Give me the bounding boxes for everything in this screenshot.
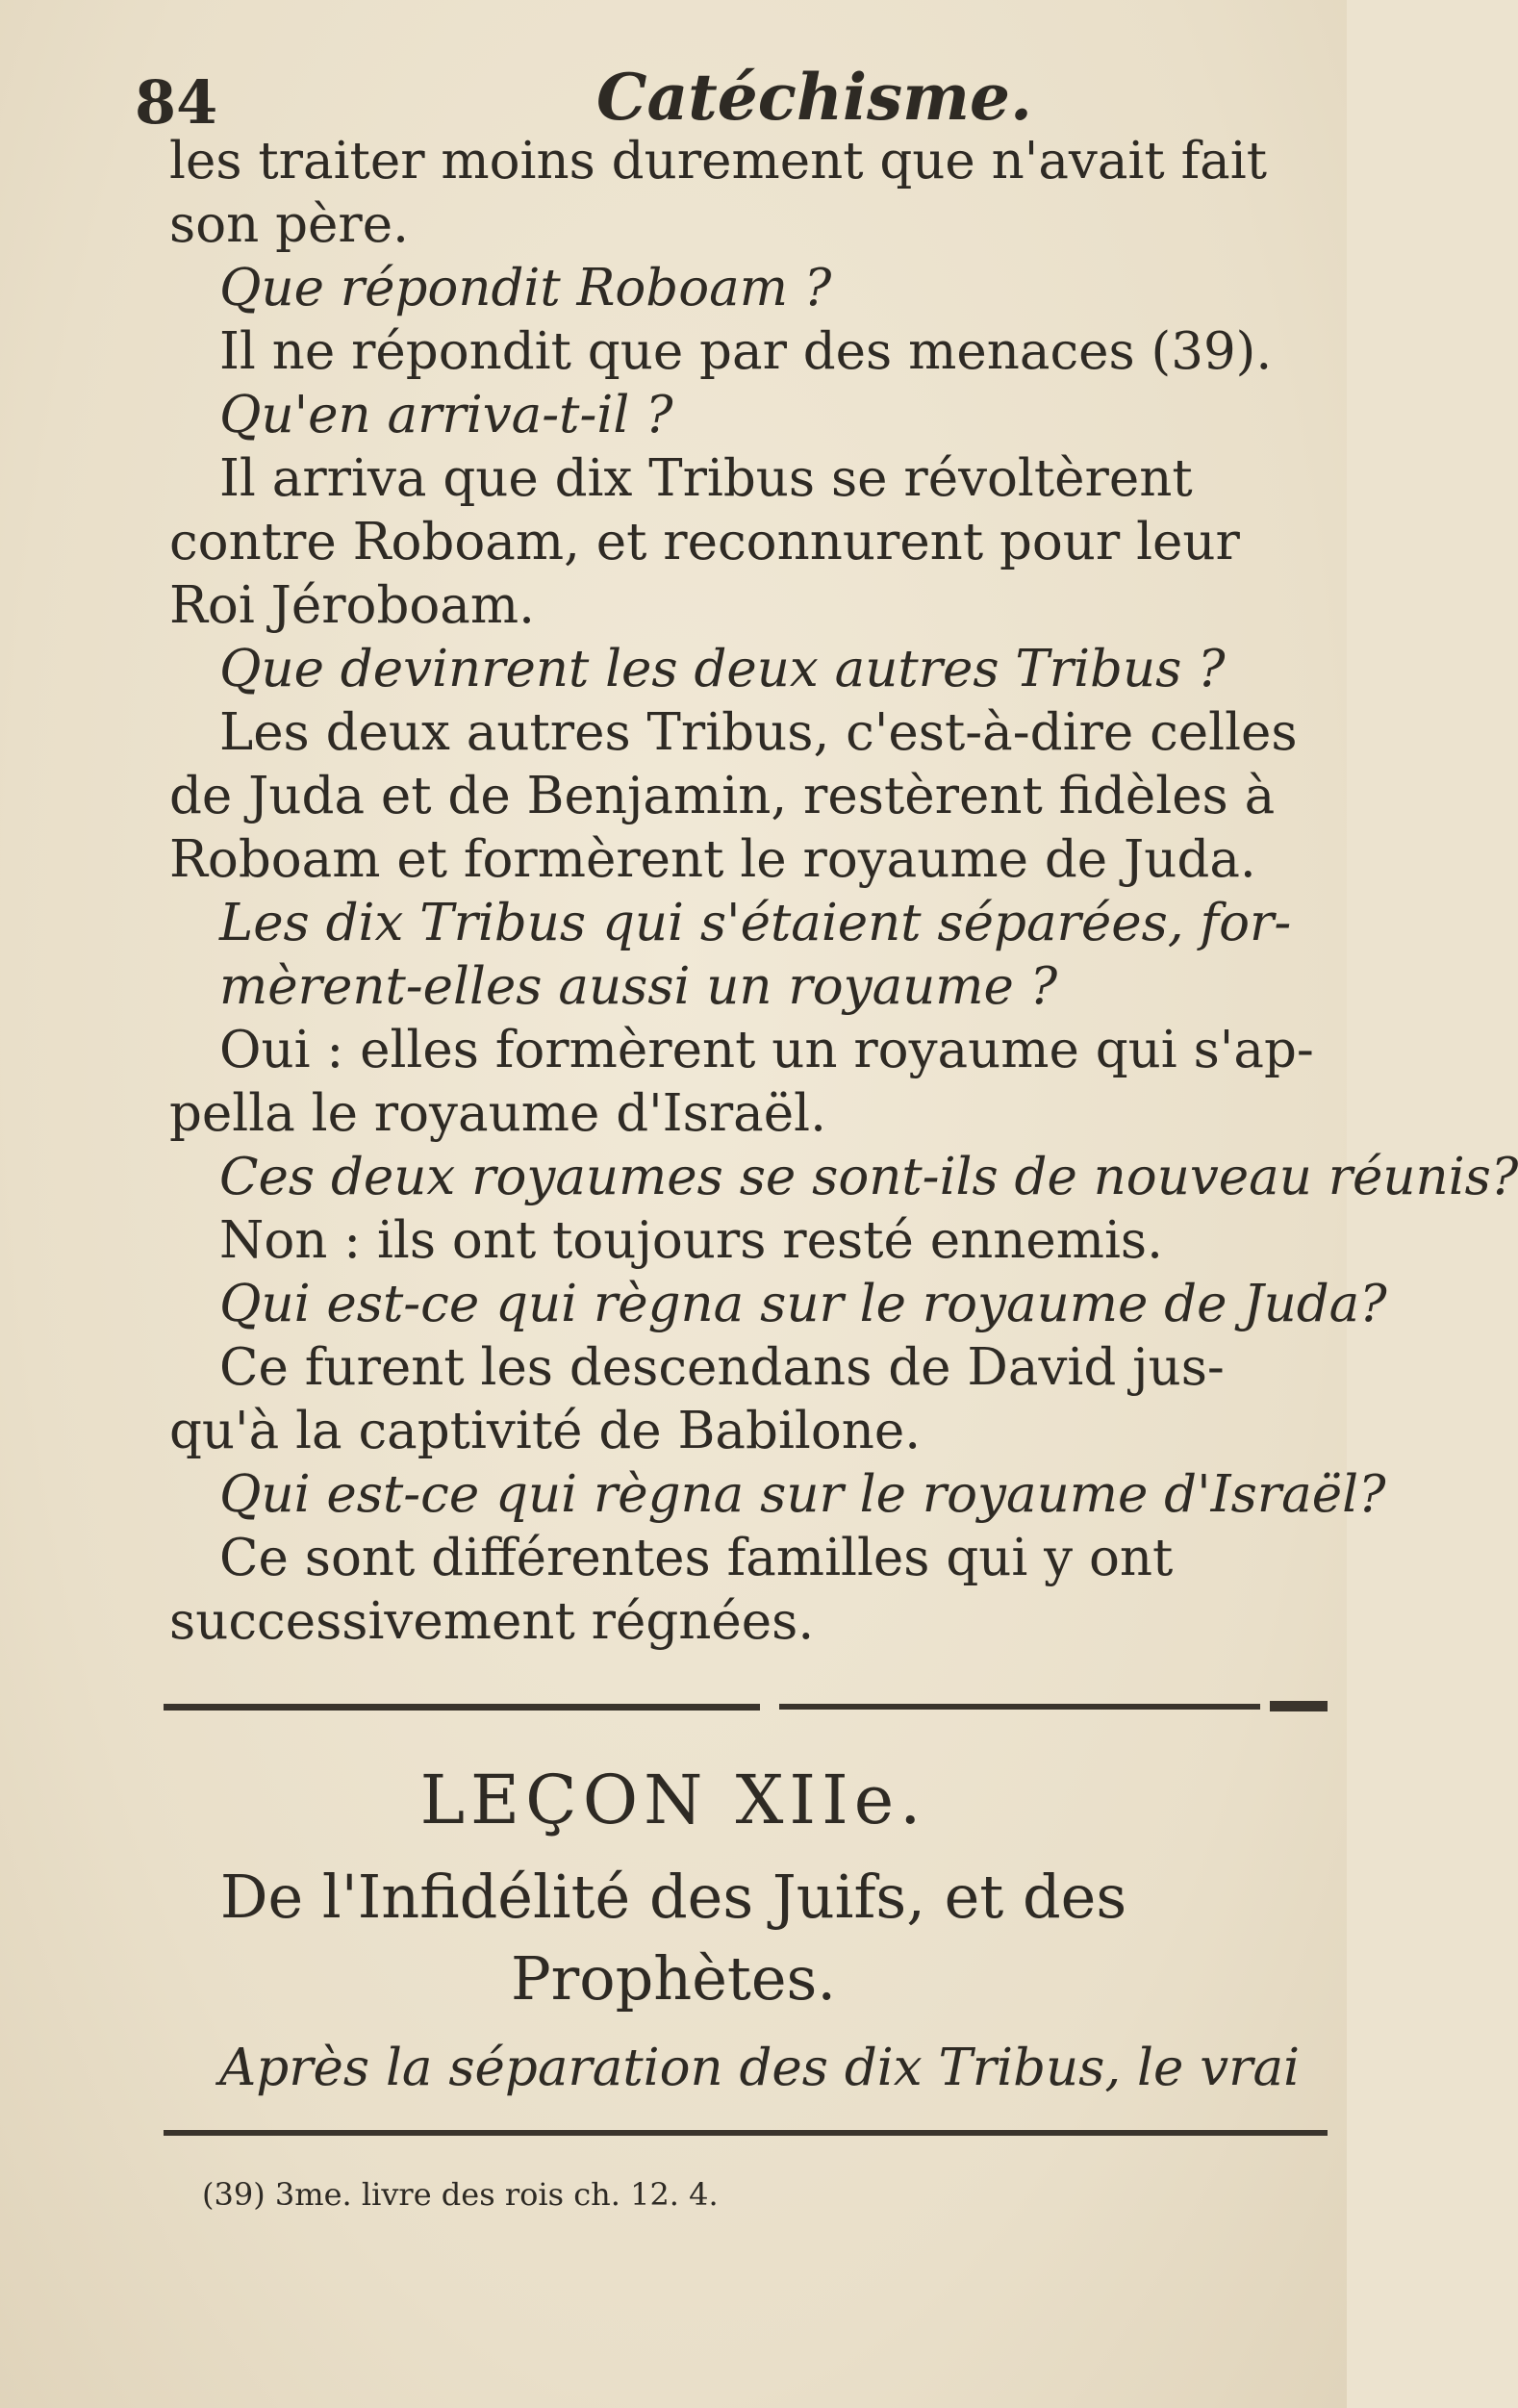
page-number: 84 <box>135 67 218 138</box>
answer-line: Ce sont différentes familles qui y ont <box>219 1529 1174 1587</box>
answer-line: qu'à la captivité de Babilone. <box>169 1402 922 1460</box>
question-line: Que répondit Roboam ? <box>219 259 832 317</box>
question-line: Qu'en arriva-t-il ? <box>219 386 673 444</box>
section-divider <box>164 1698 1337 1717</box>
answer-line: Ce furent les descendans de David jus- <box>219 1338 1225 1397</box>
question-line: Les dix Tribus qui s'étaient séparées, for- <box>219 894 1292 952</box>
answer-line: Non : ils ont toujours resté ennemis. <box>219 1211 1163 1270</box>
answer-line: Roi Jéroboam. <box>169 576 536 635</box>
answer-line: de Juda et de Benjamin, restèrent fidèles à <box>169 767 1276 825</box>
lesson-title: LEÇON XIIe. <box>419 1761 927 1839</box>
answer-line: Oui : elles formèrent un royaume qui s'ap- <box>219 1021 1314 1079</box>
footnote: (39) 3me. livre des rois ch. 12. 4. <box>202 2176 719 2213</box>
question-line: mèrent-elles aussi un royaume ? <box>219 957 1058 1016</box>
answer-line: Il ne répondit que par des menaces (39). <box>219 322 1273 381</box>
answer-line: les traiter moins durement que n'avait fait <box>169 132 1268 190</box>
answer-line: Roboam et formèrent le royaume de Juda. <box>169 830 1256 889</box>
answer-line: Il arriva que dix Tribus se révoltèrent <box>219 449 1193 508</box>
lesson-intro: Après la séparation des dix Tribus, le vrai <box>219 2039 1301 2097</box>
answer-line: pella le royaume d'Israël. <box>169 1084 826 1143</box>
question-line: Ces deux royaumes se sont-ils de nouveau réunis? <box>219 1148 1518 1206</box>
answer-line: successivement régnées. <box>169 1592 815 1651</box>
lesson-subtitle-line1: De l'Infidélité des Juifs, et des <box>219 1862 1127 1932</box>
footnote-divider <box>164 2126 1337 2140</box>
lesson-subtitle-line2: Prophètes. <box>510 1943 837 2014</box>
question-line: Qui est-ce qui règna sur le royaume de Juda? <box>219 1275 1387 1333</box>
running-title: Catéchisme. <box>596 60 1032 135</box>
answer-line: contre Roboam, et reconnurent pour leur <box>169 513 1240 571</box>
answer-line: son père. <box>169 195 409 254</box>
question-line: Qui est-ce qui règna sur le royaume d'Israël? <box>219 1465 1386 1524</box>
answer-line: Les deux autres Tribus, c'est-à-dire celles <box>219 703 1298 762</box>
question-line: Que devinrent les deux autres Tribus ? <box>219 640 1226 698</box>
